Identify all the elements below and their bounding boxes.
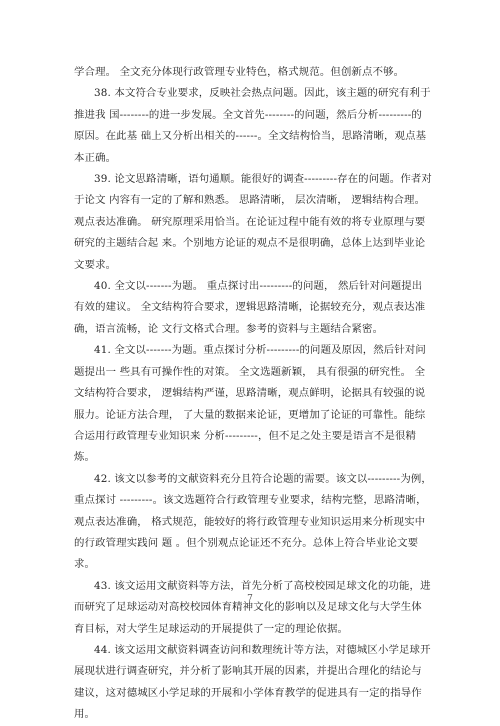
document-body (74, 62, 432, 726)
paragraph-40: 40. 全文以-------为题。 重点探讨出---------的问题， 然后针对问题提出有效的建议。 全文结构符合要求，逻辑思路清晰，论据较充分，观点表达准确，语言流畅，论 文行文格式合理。参考的资料与主题结合紧密。 (74, 280, 426, 335)
paragraph-39: 39. 论文思路清晰，语句通顺。能很好的调查---------存在的问题。作者对于论文 内容有一定的了解和熟悉。 思路清晰， 层次清晰， 逻辑结构合理。 观点表达准确。 研究原理采用恰当。在论证过程中能有效的将专业原理与要研究的主题结合起 来。个别地方论证的观点不是很明确，总体上达到毕业论文要求。 (74, 173, 432, 271)
paragraph-43: 43. 该文运用文献资料等方法，首先分析了高校校园足球文化的功能，进而研究了足球运动对高校校园体育精神文化的影响以及足球文化与大学生体育目标，对大学生足球运动的开展提供了一定的理论依据。 (74, 579, 431, 635)
paragraph-38: 38. 本文符合专业要求，反映社会热点问题。因此，该主题的研究有利于推进我 国--------的进一步发展。全文首先--------的问题，然后分析---------的原因。在此基 础上又分析出相关的------。全文结构恰当，思路清晰，观点基本正确。 (74, 87, 431, 164)
page-number: 7 (247, 594, 253, 604)
paragraph-41: 41. 全文以-------为题。重点探讨分析---------的问题及原因，然后针对问题提出一 些具有可操作性的对策。 全文选题新颖， 具有很强的研究性。 全文结构符合要求， 逻辑结构严谨，思路清晰，观点鲜明，论据具有较强的说服力。论证方法合理， 了大量的数据来论证，更增加了论证的可靠性。能综合运用行政管理专业知识来 分析---------，但不足之处主要是语言不是很精炼。 (74, 344, 426, 464)
paragraph-44: 44. 该文运用文献资料调查访问和数理统计等方法，对德城区小学足球开展现状进行调查研究，并分析了影响其开展的因素，并提出合理化的结论与建议，这对德城区小学足球的开展和小学体育教学的促进具有一定的指导作用。 (74, 643, 431, 721)
paragraph-42: 42. 该文以参考的文献资料充分且符合论题的需要。该文以---------为例，重点探讨 ---------。该文选题符合行政管理专业要求，结构完整，思路清晰，观点表达准确， 格式规范，能较好的将行政管理专业知识运用来分析现实中的行政管理实践问 题 。但个别观点论证还不充分。总体上符合毕业论文要求。 (74, 472, 432, 571)
paragraph-continuation: 学合理。 全文充分体现行政管理专业特色，格式规范。但创新点不够。 (74, 66, 405, 78)
